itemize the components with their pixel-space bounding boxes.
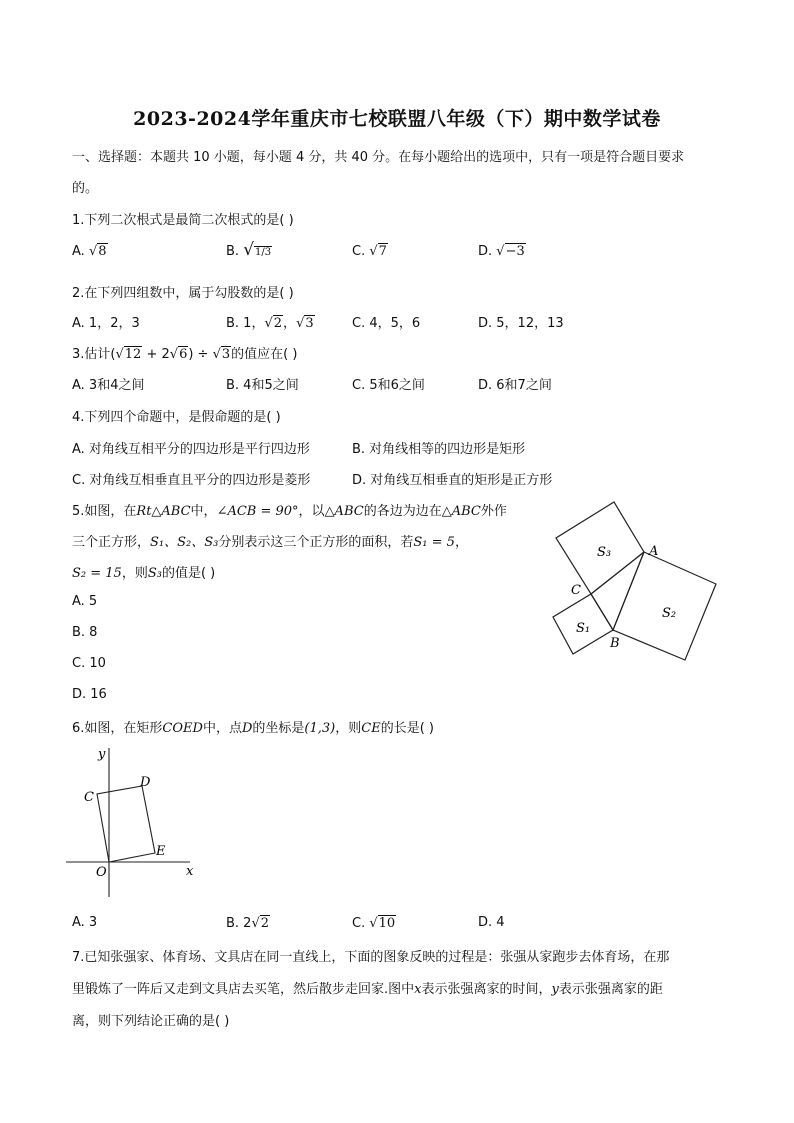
section-instruction-line1: 一、选择题：本题共 10 小题，每小题 4 分，共 40 分。在每小题给出的选项中，只有一项是符合题目要求 (72, 150, 685, 165)
q6-rectangle-figure (66, 742, 201, 902)
q2-option-b: B. 1，√2，√3 (226, 316, 314, 331)
q4-option-b: B. 对角线相等的四边形是矩形 (352, 442, 526, 457)
q2-option-a: A. 1，2，3 (72, 316, 140, 331)
q1-stem: 1.下列二次根式是最简二次根式的是( ) (72, 213, 294, 228)
q6-stem: 6.如图，在矩形COED中，点D的坐标是(1,3)，则CE的长是( ) (72, 721, 434, 736)
q4-stem: 4.下列四个命题中，是假命题的是( ) (72, 410, 281, 425)
q5-label-b: B (610, 636, 620, 651)
q5-option-b: B. 8 (72, 625, 98, 640)
q6-label-d: D (140, 775, 151, 790)
q3-stem: 3.估计(√12 + 2√6) ÷ √3的值应在( ) (72, 347, 298, 362)
q6-label-x: x (186, 864, 194, 879)
q5-label-c: C (571, 583, 581, 598)
q5-stem-line1: 5.如图，在Rt△ABC中，∠ACB = 90°，以△ABC的各边为边在△ABC外作 (72, 504, 507, 519)
q5-squares-figure (540, 495, 730, 670)
q6-rectangle-coed (97, 786, 155, 862)
q4-option-a: A. 对角线互相平分的四边形是平行四边形 (72, 442, 310, 457)
q1-option-b: B. √1/3 (226, 240, 272, 260)
q4-option-d: D. 对角线互相垂直的矩形是正方形 (352, 473, 553, 488)
q6-label-e: E (156, 844, 166, 859)
q6-option-d: D. 4 (478, 915, 505, 930)
q7-stem-line2: 里锻炼了一阵后又走到文具店去买笔，然后散步走回家.图中x表示张强离家的时间，y表示张强离家的距 (72, 982, 663, 997)
q6-label-o: O (96, 865, 107, 880)
q5-stem-line3: S₂ = 15，则S₃的值是( ) (72, 566, 216, 581)
page-title: 2023-2024学年重庆市七校联盟八年级（下）期中数学试卷 (133, 108, 661, 130)
q3-option-d: D. 6和7之间 (478, 378, 552, 393)
q3-option-a: A. 3和4之间 (72, 378, 145, 393)
q1-option-c: C. √7 (352, 244, 387, 259)
q2-option-d: D. 5，12，13 (478, 316, 564, 331)
q5-option-c: C. 10 (72, 656, 106, 671)
q1-option-d: D. √−3 (478, 244, 525, 259)
q6-option-b: B. 2√2 (226, 916, 270, 931)
q1-option-a: A. √8 (72, 244, 107, 259)
q5-option-d: D. 16 (72, 687, 107, 702)
q4-option-c: C. 对角线互相垂直且平分的四边形是菱形 (72, 473, 311, 488)
q5-label-s1: S₁ (576, 621, 591, 636)
q5-option-a: A. 5 (72, 594, 98, 609)
section-instruction-line2: 的。 (72, 181, 99, 196)
q5-label-s2: S₂ (662, 606, 677, 621)
q7-stem-line3: 离，则下列结论正确的是( ) (72, 1014, 230, 1029)
q3-option-c: C. 5和6之间 (352, 378, 425, 393)
q2-option-c: C. 4，5，6 (352, 316, 421, 331)
q6-option-a: A. 3 (72, 915, 98, 930)
q7-stem-line1: 7.已知张强家、体育场、文具店在同一直线上，下面的图象反映的过程是：张强从家跑步去体育场，在那 (72, 950, 670, 965)
q6-label-y: y (98, 747, 106, 762)
q5-label-a: A (649, 544, 659, 559)
q6-option-c: C. √10 (352, 916, 396, 931)
q2-stem: 2.在下列四组数中，属于勾股数的是( ) (72, 286, 294, 301)
q3-option-b: B. 4和5之间 (226, 378, 299, 393)
q6-label-c: C (84, 790, 94, 805)
q5-label-s3: S₃ (597, 545, 612, 560)
q5-stem-line2: 三个正方形，S₁、S₂、S₃分别表示这三个正方形的面积，若S₁ = 5， (72, 535, 468, 550)
